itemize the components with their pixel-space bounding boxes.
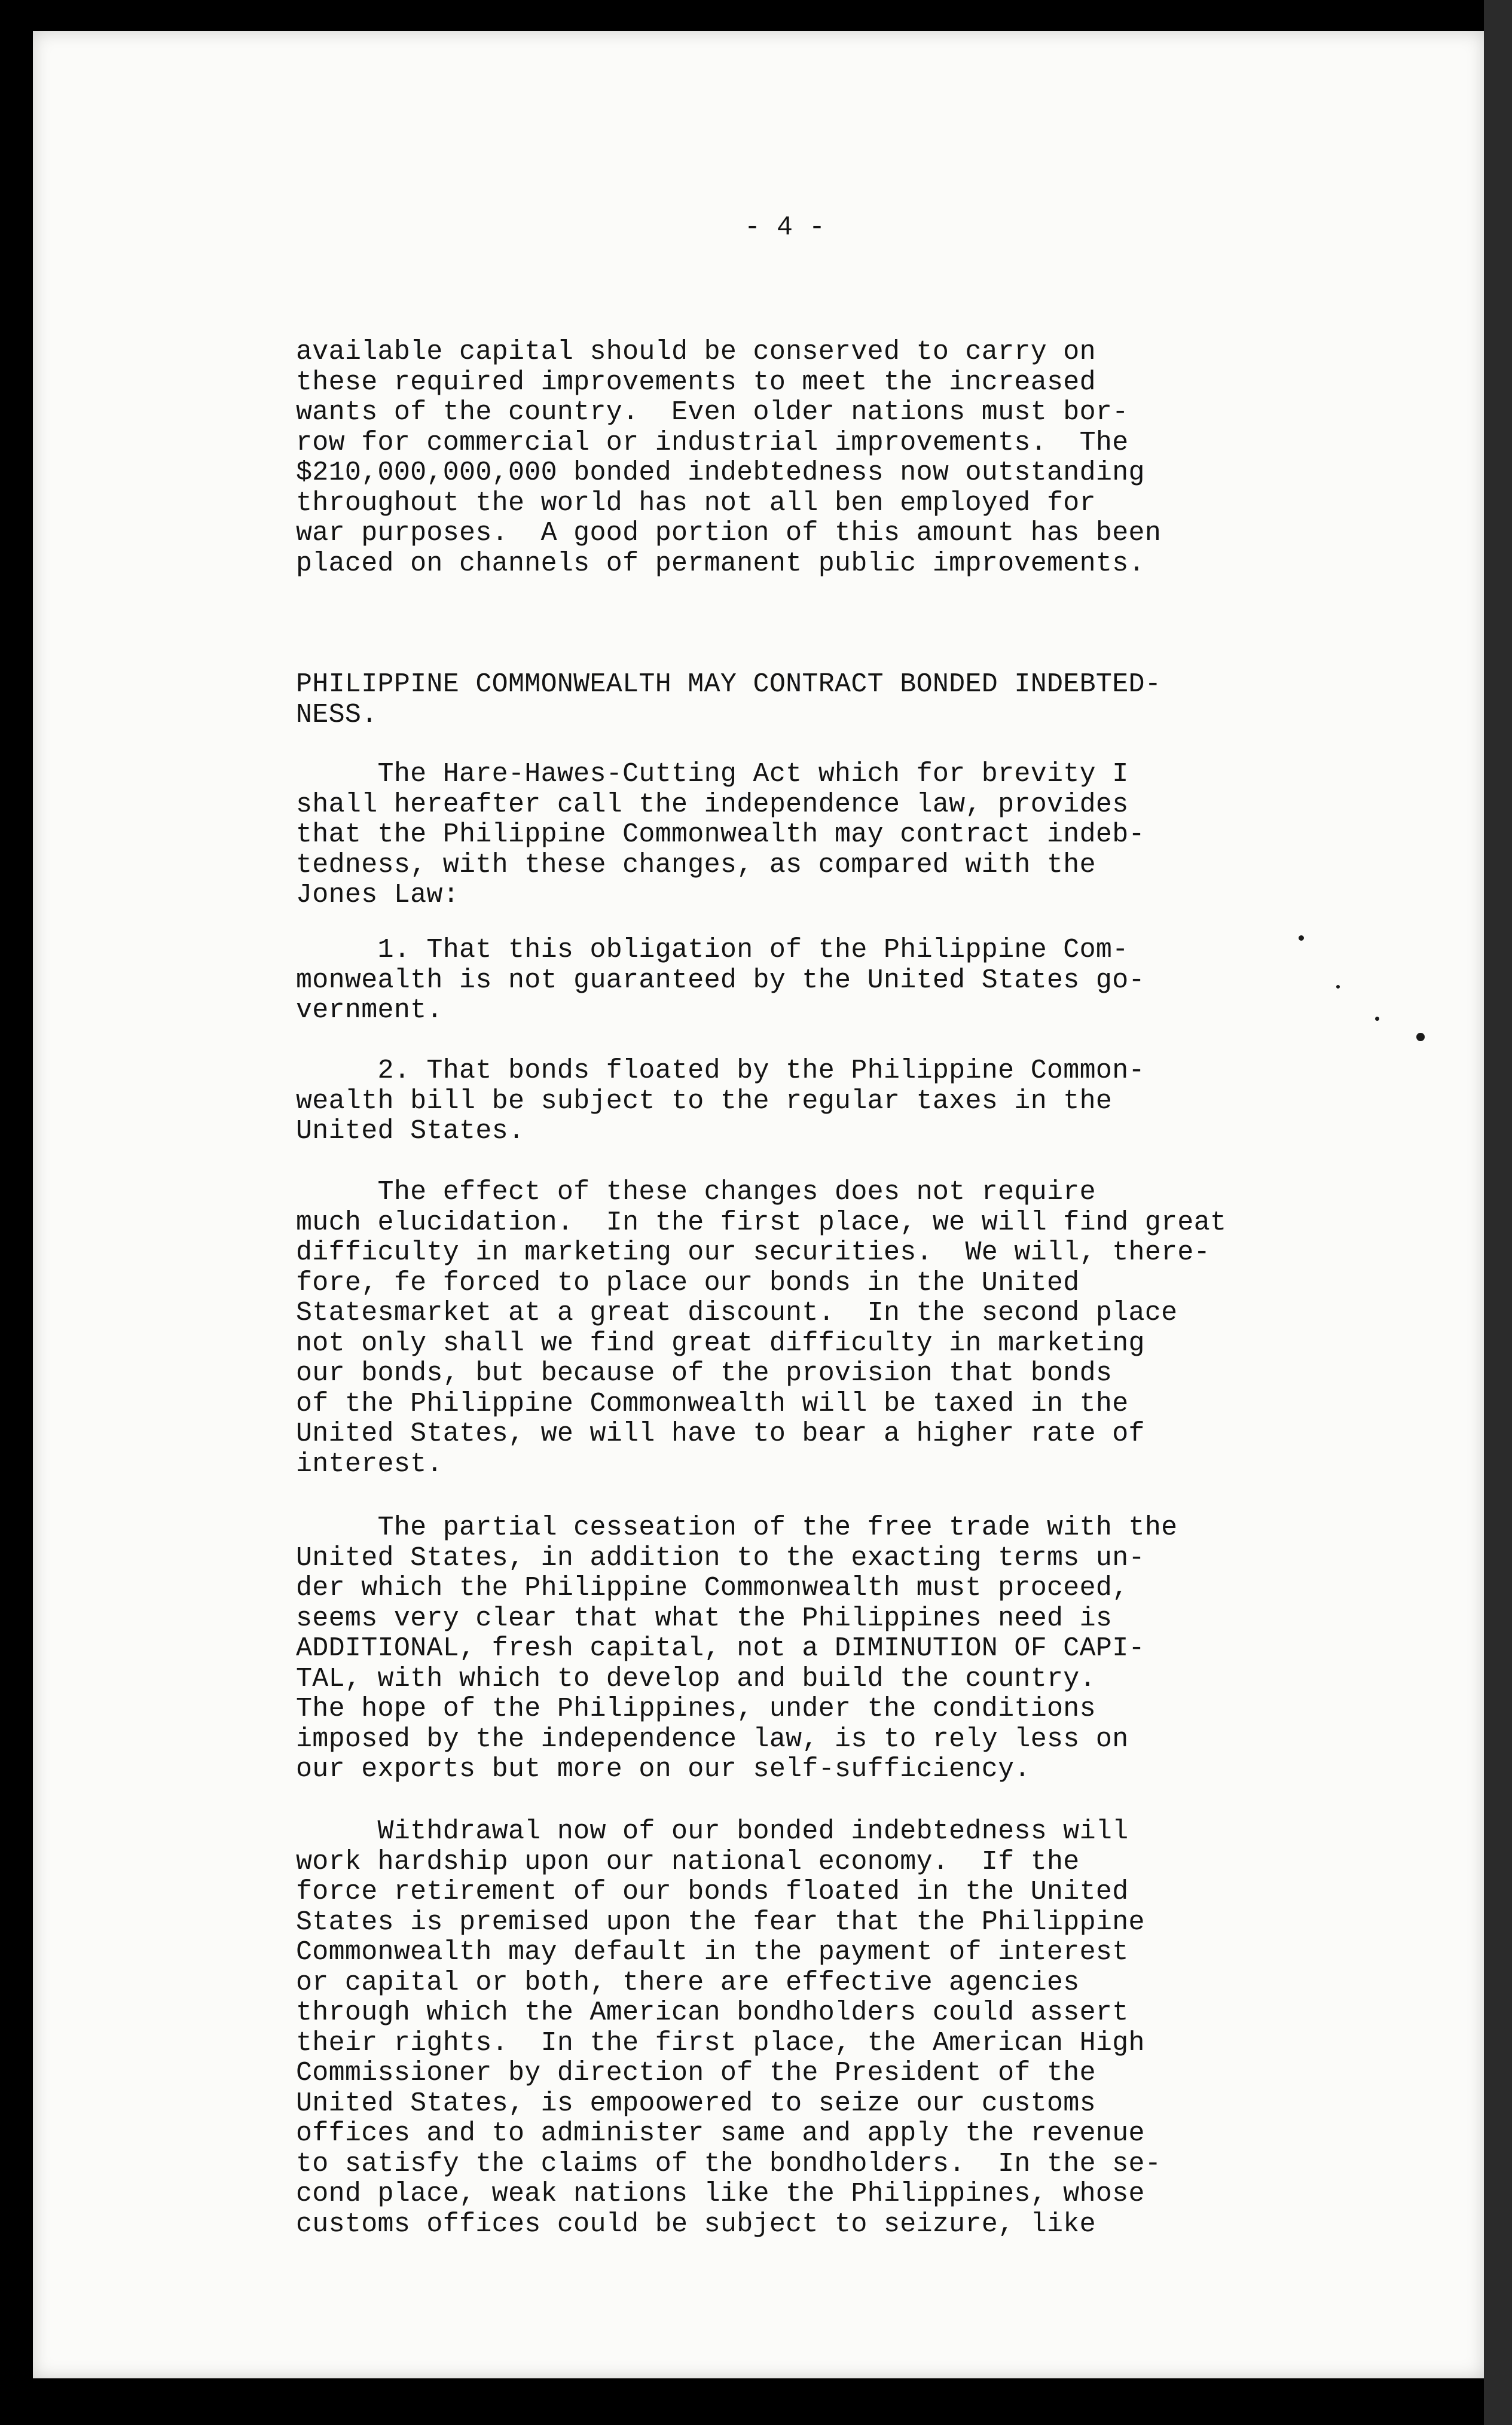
text-line: available capital should be conserved to carry on <box>296 337 1096 367</box>
text-line: that the Philippine Commonwealth may contract indeb- <box>296 819 1145 850</box>
text-line: row for commercial or industrial improvements. The <box>296 427 1129 458</box>
text-line: fore, fe forced to place our bonds in the United <box>296 1267 1080 1298</box>
text-line: Commissioner by direction of the President of the <box>296 2058 1096 2088</box>
text-line: wants of the country. Even older nations must bor- <box>296 397 1129 428</box>
document-page <box>33 31 1484 2378</box>
text-line: Statesmarket at a great discount. In the second place <box>296 1298 1178 1328</box>
text-line: seems very clear that what the Philippines need is <box>296 1603 1113 1634</box>
text-line: United States, in addition to the exacting terms un- <box>296 1542 1145 1573</box>
text-line: 1. That this obligation of the Philippine Com- <box>296 935 1129 965</box>
text-line: States is premised upon the fear that the Philippine <box>296 1907 1145 1938</box>
text-line: United States, is empoowered to seize our customs <box>296 2088 1096 2119</box>
scan-speck <box>1299 935 1304 941</box>
paragraph-withdrawal <box>296 1816 1162 2240</box>
text-line: force retirement of our bonds floated in the United <box>296 1877 1129 1907</box>
text-line: shall hereafter call the independence law, provides <box>296 789 1129 820</box>
text-line: The Hare-Hawes-Cutting Act which for brevity I <box>296 759 1129 789</box>
text-line: offices and to administer same and apply the revenue <box>296 2118 1145 2149</box>
section-heading <box>296 669 1162 761</box>
text-line: to satisfy the claims of the bondholders. In the se- <box>296 2148 1162 2179</box>
text-line: or capital or both, there are effective agencies <box>296 1967 1080 1998</box>
paragraph-capital <box>296 337 1162 579</box>
paragraph-hare-hawes-cutting <box>296 759 1145 910</box>
scan-speck <box>1416 1033 1425 1041</box>
text-line: interest. <box>296 1448 443 1480</box>
text-line: through which the American bondholders could assert <box>296 1997 1129 2028</box>
text-line: 2. That bonds floated by the Philippine Common- <box>296 1056 1145 1086</box>
text-line: war purposes. A good portion of this amount has been <box>296 518 1162 548</box>
text-line: United States. <box>296 1116 525 1146</box>
text-line: der which the Philippine Commonwealth must proceed, <box>296 1573 1129 1603</box>
text-line: ADDITIONAL, fresh capital, not a DIMINUTION OF CAPI- <box>296 1633 1145 1664</box>
text-line: work hardship upon our national economy. If the <box>296 1846 1080 1877</box>
text-line: Commonwealth may default in the payment of interest <box>296 1937 1129 1968</box>
text-line: vernment. <box>296 995 443 1026</box>
text-line: NESS. <box>296 699 378 730</box>
text-line: difficulty in marketing our securities. We will, there- <box>296 1237 1211 1268</box>
text-line: of the Philippine Commonwealth will be taxed in the <box>296 1388 1129 1419</box>
scan-edge <box>1484 0 1512 2425</box>
text-line: imposed by the independence law, is to rely less on <box>296 1724 1129 1755</box>
text-line: monwealth is not guaranteed by the United States go- <box>296 965 1145 996</box>
text-line: not only shall we find great difficulty in marketing <box>296 1328 1145 1359</box>
text-line: throughout the world has not all ben employed for <box>296 487 1096 518</box>
text-line: these required improvements to meet the increased <box>296 367 1096 398</box>
text-line: United States, we will have to bear a higher rate of <box>296 1419 1145 1449</box>
text-line: customs offices could be subject to seizure, like <box>296 2209 1096 2240</box>
text-line: TAL, with which to develop and build the country. <box>296 1663 1096 1694</box>
text-line: our bonds, but because of the provision that bonds <box>296 1358 1113 1389</box>
text-line: Withdrawal now of our bonded indebtedness will <box>296 1816 1129 1847</box>
list-item-2 <box>296 1056 1145 1147</box>
text-line: PHILIPPINE COMMONWEALTH MAY CONTRACT BONDED INDEBTED- <box>296 669 1162 700</box>
text-line: $210,000,000,000 bonded indebtedness now outstanding <box>296 457 1145 488</box>
paragraph-effect <box>296 1177 1227 1480</box>
paragraph-free-trade <box>296 1512 1178 1785</box>
text-line: The partial cesseation of the free trade with the <box>296 1512 1178 1543</box>
scan-speck <box>1336 985 1340 989</box>
text-line: wealth bill be subject to the regular taxes in the <box>296 1085 1113 1117</box>
scan-speck <box>1375 1017 1379 1021</box>
text-line: much elucidation. In the first place, we will find great <box>296 1207 1227 1238</box>
text-line: their rights. In the first place, the American High <box>296 2027 1145 2058</box>
text-line: The hope of the Philippines, under the conditions <box>296 1694 1096 1724</box>
list-item-1 <box>296 935 1145 1026</box>
text-line: Jones Law: <box>296 880 460 910</box>
text-line: placed on channels of permanent public improvements. <box>296 548 1145 579</box>
text-line: cond place, weak nations like the Philippines, whose <box>296 2179 1145 2209</box>
text-line: tedness, with these changes, as compared with the <box>296 849 1096 880</box>
text-line: our exports but more on our self-sufficiency. <box>296 1754 1031 1785</box>
page-number: - 4 - <box>744 212 826 243</box>
text-line: The effect of these changes does not require <box>296 1177 1096 1207</box>
